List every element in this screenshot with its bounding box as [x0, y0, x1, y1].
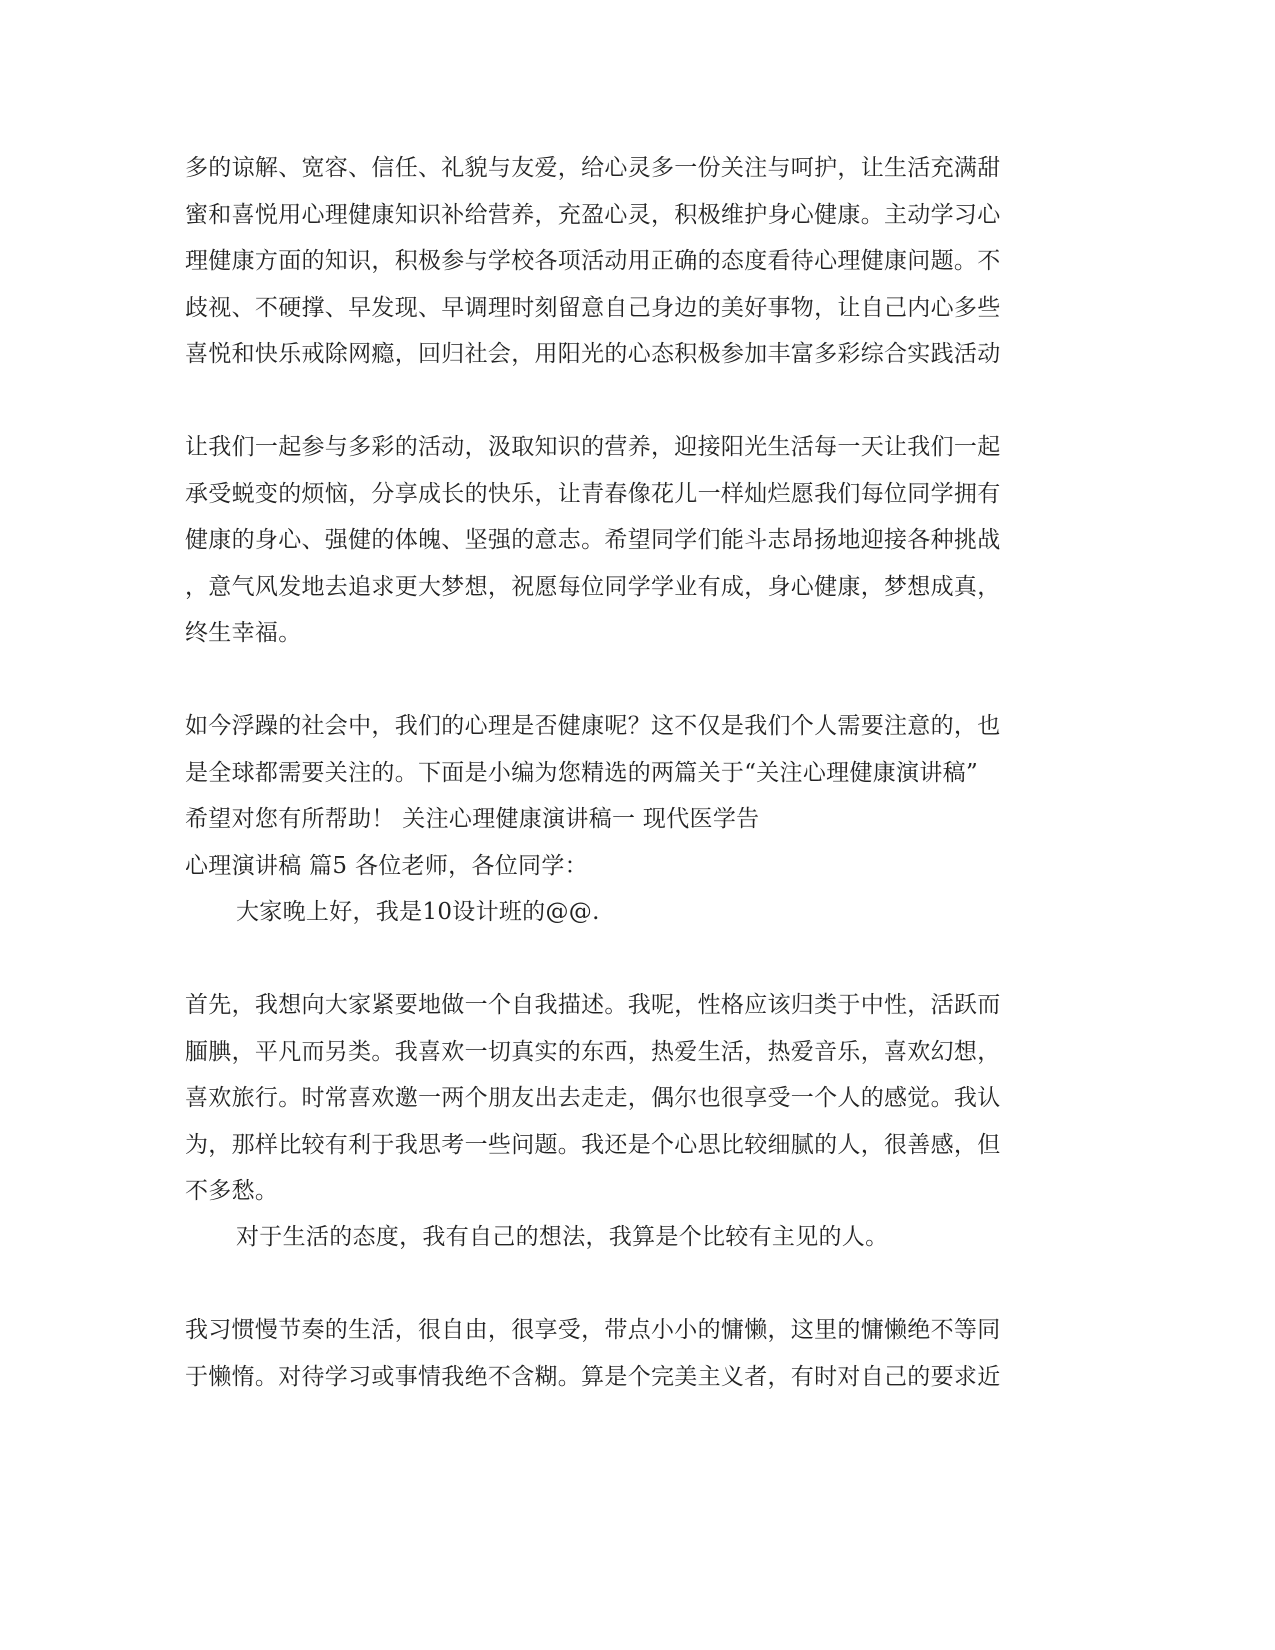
text-line: 我习惯慢节奏的生活，很自由，很享受，带点小小的慵懒，这里的慵懒绝不等同 [185, 1317, 1001, 1343]
text-line: 腼腆，平凡而另类。我喜欢一切真实的东西，热爱生活，热爱音乐，喜欢幻想， [185, 1039, 1001, 1065]
text-line: 心理演讲稿 篇5 各位老师，各位同学： [185, 853, 588, 879]
text-line: 健康的身心、强健的体魄、坚强的意志。希望同学们能斗志昂扬地迎接各种挑战 [185, 527, 1001, 553]
text-line: 承受蜕变的烦恼，分享成长的快乐，让青春像花儿一样灿烂愿我们每位同学拥有 [185, 481, 1001, 507]
text-line: 是全球都需要关注的。下面是小编为您精选的两篇关于“关注心理健康演讲稿” [185, 760, 979, 786]
text-line: 大家晚上好，我是10设计班的@@. [236, 899, 600, 925]
text-line: 不多愁。 [185, 1178, 279, 1204]
text-line: 喜悦和快乐戒除网瘾，回归社会，用阳光的心态积极参加丰富多彩综合实践活动 [185, 341, 1001, 367]
text-line: 对于生活的态度，我有自己的想法，我算是个比较有主见的人。 [236, 1224, 889, 1250]
text-line: ，意气风发地去追求更大梦想，祝愿每位同学学业有成，身心健康，梦想成真， [185, 574, 1001, 600]
text-line: 理健康方面的知识，积极参与学校各项活动用正确的态度看待心理健康问题。不 [185, 248, 1001, 274]
text-line: 为，那样比较有利于我思考一些问题。我还是个心思比较细腻的人，很善感，但 [185, 1132, 1001, 1158]
text-line: 蜜和喜悦用心理健康知识补给营养，充盈心灵，积极维护身心健康。主动学习心 [185, 202, 1001, 228]
text-line: 多的谅解、宽容、信任、礼貌与友爱，给心灵多一份关注与呵护，让生活充满甜 [185, 155, 1001, 181]
text-line: 希望对您有所帮助！ 关注心理健康演讲稿一 现代医学告 [185, 806, 760, 832]
text-line: 终生幸福。 [185, 620, 302, 646]
text-line: 于懒惰。对待学习或事情我绝不含糊。算是个完美主义者，有时对自己的要求近 [185, 1364, 1001, 1390]
text-line: 喜欢旅行。时常喜欢邀一两个朋友出去走走，偶尔也很享受一个人的感觉。我认 [185, 1085, 1001, 1111]
text-line: 如今浮躁的社会中，我们的心理是否健康呢？这不仅是我们个人需要注意的，也 [185, 713, 1001, 739]
text-line: 歧视、不硬撑、早发现、早调理时刻留意自己身边的美好事物，让自己内心多些 [185, 295, 1001, 321]
text-line: 首先，我想向大家紧要地做一个自我描述。我呢，性格应该归类于中性，活跃而 [185, 992, 1001, 1018]
text-line: 让我们一起参与多彩的活动，汲取知识的营养，迎接阳光生活每一天让我们一起 [185, 434, 1001, 460]
